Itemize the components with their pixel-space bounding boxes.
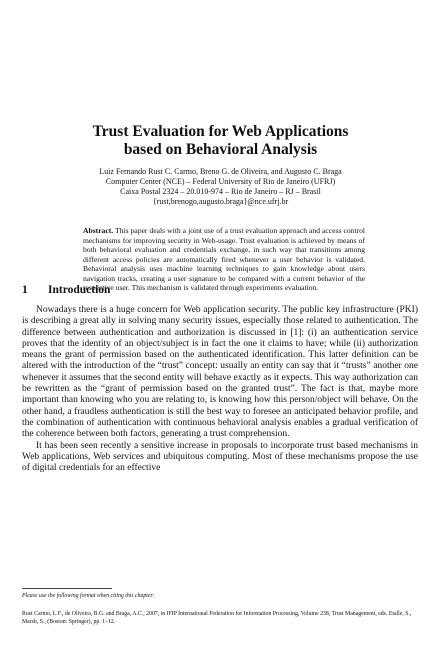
section-title: Introduction (48, 284, 111, 296)
author-names: Luiz Fernando Rust C. Carmo, Breno G. de Oliveira, and Augusto C. Braga (99, 167, 342, 176)
citation-note: Please use the following format when citing this chapter: (22, 593, 155, 599)
author-affiliation: Computer Center (NCE) – Federal University of Rio de Janeiro (UFRJ) (105, 177, 336, 186)
section-heading (22, 284, 110, 296)
body-paragraph: Nowadays there is a huge concern for Web application security. The public key infrastructure (PKI) is describing a great ally in solving many security issues, especially those related to authentication. The difference between authentication and authorization is discussed in [1]: (i) an authentication service proves that the identity of an object/subject is in fact the one it claims to have; while (ii) authorization means the grant of permission based on the authenticated identification. This latter definition can be altered with the introduction of the “trust” concept: usually an entity can say that it “trusts” another one whenever it assumes that the second entity will behave exactly as it expects. This way authorization can be rewritten as the “grant of permission based on the granted trust”. The fact is that, maybe more important than knowing who you are relating to, is knowing how this person/object will behave. On the other hand, a fraudless authentication is still the best way to foresee an anticipated behavior profile, and the combination of authentication with continuous behavioral analysis enables a gradual verification of the coherence between both factors, generating a trust comprehension. (22, 305, 418, 440)
abstract-label: Abstract. (83, 226, 114, 235)
paper-title-line-1: Trust Evaluation for Web Applications (92, 123, 349, 140)
section-number: 1 (22, 284, 28, 296)
body-paragraph: It has been seen recently a sensitive increase in proposals to incorporate trust based mechanisms in Web applications, Web services and ubiquitous computing. Most of these mechanisms propose the use of digital credentials for an effective (22, 440, 418, 474)
citation-reference: Rust Carmo, L.F., de Oliveira, B.G. and Braga, A.C., 2007, in IFIP International Federation for Information Processing, Volume 238, Trust Management, eds. Etalle, S., Marsh, S., (Boston: Springer), pp. 1–12. (22, 611, 412, 625)
abstract (83, 226, 365, 293)
author-address: Caixa Postal 2324 – 20.010-974 – Rio de Janeiro – RJ – Brasil (120, 187, 321, 196)
abstract-text: This paper deals with a joint use of a trust evaluation approach and access control mechanisms for improving security in Web-usage. Trust evaluation is achieved by means of both behavioral evaluation and credentials exchange, in such way that transitions among different access policies are automatically fired whenever a user behavior is validated. Behavioral analysis uses machine learning techniques to gain knowledge about users navigation tracks, creating a user signature to be compared with a current behavior of the respective user. This mechanism is validated through experiments evaluation. (83, 226, 365, 292)
author-email: {rust,brenogo,augusto.braga}@nce.ufrj.br (152, 197, 289, 206)
section-body (22, 305, 418, 474)
footnote-divider (22, 588, 112, 589)
paper-title-line-2: based on Behavioral Analysis (123, 141, 318, 158)
